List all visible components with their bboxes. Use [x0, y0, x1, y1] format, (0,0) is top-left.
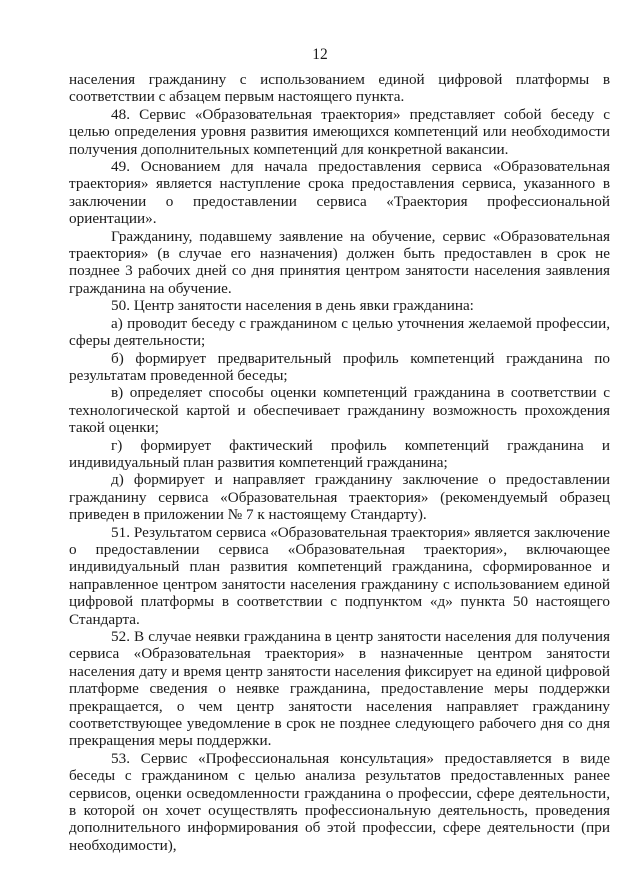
paragraph: г) формирует фактический профиль компетенций гражданина и индивидуальный план развития компетенций гражданина;: [69, 436, 610, 471]
paragraph: в) определяет способы оценки компетенций гражданина в соответствии с технологической картой и обеспечивает гражданину возможность прохождения такой оценки;: [69, 384, 610, 437]
paragraph: 51. Результатом сервиса «Образовательная траектория» является заключение о предоставлении сервиса «Образовательная траектория», включающее индивидуальный план развития компетенций гражданина, сформированное и направленное центром занятости населения гражданину с использованием единой цифровой платформы в соответствии с подпунктом «д» пункта 50 настоящего Стандарта.: [69, 523, 610, 628]
page-number: 12: [312, 46, 328, 63]
paragraph: Гражданину, подавшему заявление на обучение, сервис «Образовательная траектория» (в случае его назначения) должен быть предоставлен в срок не позднее 3 рабочих дней со дня принятия центром занятости населения заявления гражданина на обучение.: [69, 227, 610, 297]
document-body: [69, 71, 610, 854]
paragraph: д) формирует и направляет гражданину заключение о предоставлении гражданину сервиса «Образовательная траектория» (рекомендуемый образец приведен в приложении № 7 к настоящему Стандарту).: [69, 471, 610, 524]
paragraph: 50. Центр занятости населения в день явки гражданина:: [111, 297, 474, 315]
paragraph: населения гражданину с использованием единой цифровой платформы в соответствии с абзацем первым настоящего пункта.: [69, 71, 610, 106]
paragraph: 53. Сервис «Профессиональная консультация» предоставляется в виде беседы с гражданином с целью анализа результатов предоставленных ранее сервисов, оценки осведомленности гражданина о профессии, сфере деятельности, в которой он хочет осуществлять профессиональную деятельность, проведения дополнительного информирования об этой профессии, сфере деятельности (при необходимости),: [69, 749, 610, 854]
paragraph: 48. Сервис «Образовательная траектория» представляет собой беседу с целью определения уровня развития имеющихся компетенций или необходимости получения дополнительных компетенций для конкретной вакансии.: [69, 105, 610, 158]
paragraph: 52. В случае неявки гражданина в центр занятости населения для получения сервиса «Образовательная траектория» в назначенные центром занятости населения дату и время центр занятости населения фиксирует на единой цифровой платформе сведения о неявке гражданина, предоставление меры поддержки прекращается, о чем центр занятости населения направляет гражданину соответствующее уведомление в срок не позднее следующего рабочего дня со дня прекращения меры поддержки.: [69, 628, 610, 750]
paragraph: а) проводит беседу с гражданином с целью уточнения желаемой профессии, сферы деятельности;: [69, 314, 610, 350]
paragraph: 49. Основанием для начала предоставления сервиса «Образовательная траектория» является наступление срока предоставления сервиса, указанного в заключении о предоставлении сервиса «Траектория профессиональной ориентации».: [69, 158, 610, 228]
paragraph: б) формирует предварительный профиль компетенций гражданина по результатам проведенной беседы;: [69, 349, 610, 384]
